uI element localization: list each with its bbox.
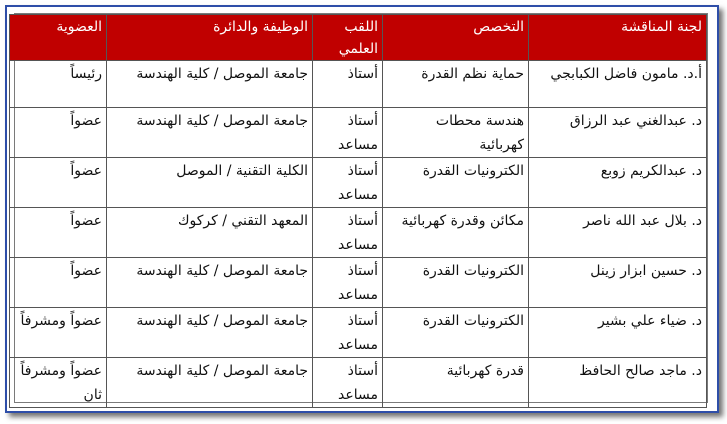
- cell-name: د. بلال عبد الله ناصر: [529, 208, 707, 258]
- table-row: [10, 108, 707, 158]
- cell-specialty: قدرة كهربائية: [383, 358, 529, 408]
- cell-job: جامعة الموصل / كلية الهندسة: [107, 61, 313, 108]
- cell-job: جامعة الموصل / كلية الهندسة: [107, 358, 313, 408]
- header-job: الوظيفة والدائرة: [107, 15, 313, 61]
- cell-job: المعهد التقني / كركوك: [107, 208, 313, 258]
- cell-name: د. عبدالغني عبد الرزاق: [529, 108, 707, 158]
- cell-name: د. حسين ابزار زينل: [529, 258, 707, 308]
- cell-title: أستاذ مساعد: [313, 208, 383, 258]
- cell-name: د. ضياء علي بشير: [529, 308, 707, 358]
- cell-job: جامعة الموصل / كلية الهندسة: [107, 308, 313, 358]
- table-header-row: [10, 15, 707, 61]
- header-specialty: التخصص: [383, 15, 529, 61]
- table-row: [10, 358, 707, 408]
- cell-membership: رئيساً: [10, 61, 107, 108]
- table-row: [10, 258, 707, 308]
- cell-membership: عضواً ومشرفاً: [10, 308, 107, 358]
- cell-specialty: مكائن وقدرة كهربائية: [383, 208, 529, 258]
- cell-membership: عضواً: [10, 208, 107, 258]
- cell-job: جامعة الموصل / كلية الهندسة: [107, 258, 313, 308]
- cell-membership: عضواً: [10, 158, 107, 208]
- header-title: اللقب العلمي: [313, 15, 383, 61]
- cell-job: الكلية التقنية / الموصل: [107, 158, 313, 208]
- cell-title: أستاذ مساعد: [313, 258, 383, 308]
- committee-table: [9, 14, 707, 408]
- header-membership: العضوية: [10, 15, 107, 61]
- cell-specialty: الكترونيات القدرة: [383, 258, 529, 308]
- table-row: [10, 158, 707, 208]
- cell-name: أ.د. مامون فاضل الكبابجي: [529, 61, 707, 108]
- cell-specialty: حماية نظم القدرة: [383, 61, 529, 108]
- table-row: [10, 208, 707, 258]
- cell-specialty: هندسة محطات كهربائية: [383, 108, 529, 158]
- cell-job: جامعة الموصل / كلية الهندسة: [107, 108, 313, 158]
- header-committee: لجنة المناقشة: [529, 15, 707, 61]
- table-row: [10, 308, 707, 358]
- cell-title: أستاذ مساعد: [313, 308, 383, 358]
- cell-name: د. عبدالكريم زوبع: [529, 158, 707, 208]
- table-row: [10, 61, 707, 108]
- cell-title: أستاذ مساعد: [313, 108, 383, 158]
- cell-specialty: الكترونيات القدرة: [383, 158, 529, 208]
- cell-title: أستاذ مساعد: [313, 358, 383, 408]
- cell-name: د. ماجد صالح الحافظ: [529, 358, 707, 408]
- cell-membership: عضواً: [10, 108, 107, 158]
- cell-title: أستاذ: [313, 61, 383, 108]
- cell-membership: عضواً ومشرفاً ثان: [10, 358, 107, 408]
- cell-specialty: الكترونيات القدرة: [383, 308, 529, 358]
- cell-title: أستاذ مساعد: [313, 158, 383, 208]
- cell-membership: عضواً: [10, 258, 107, 308]
- table-body: [10, 61, 707, 408]
